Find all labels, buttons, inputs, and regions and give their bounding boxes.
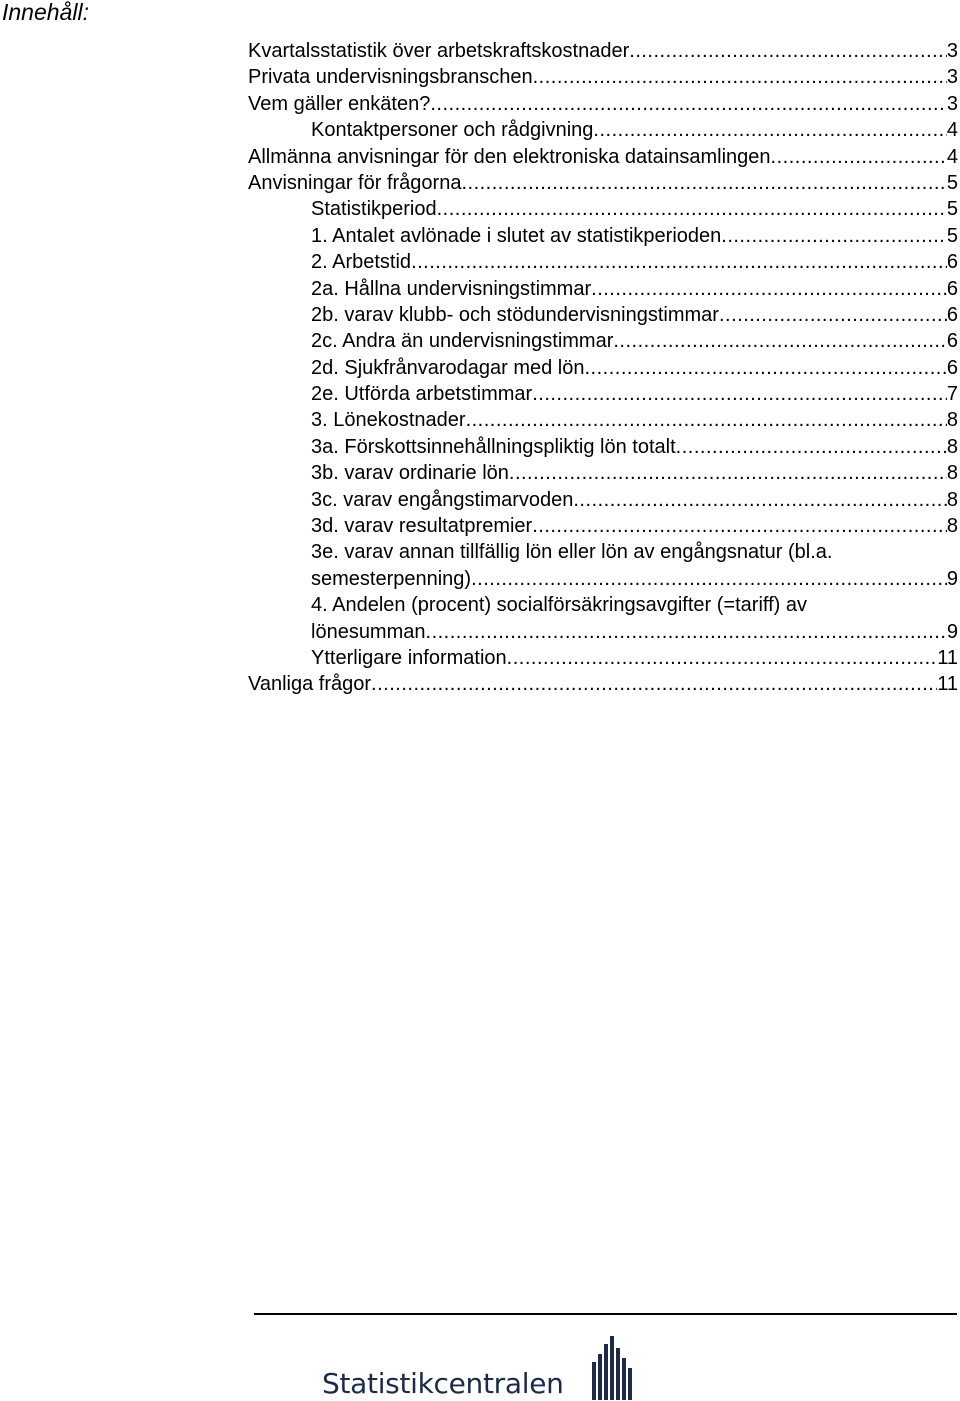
toc-entry-label: Vem gäller enkäten? (248, 92, 431, 115)
toc-leader-dots (371, 671, 937, 697)
toc-page-number: 3 (946, 39, 958, 62)
toc-entry[interactable] (248, 355, 958, 381)
toc-page-number: 6 (946, 303, 958, 326)
toc-leader-dots (461, 170, 946, 196)
toc-leader-dots (471, 566, 947, 592)
toc-page-number: 3 (946, 66, 958, 89)
toc-entry-label: Vanliga frågor (248, 673, 372, 696)
toc-entry-label: Ytterligare information (311, 647, 507, 669)
toc-page-number: 6 (946, 277, 958, 300)
toc-leader-dots (719, 302, 947, 328)
toc-entry-label: 2b. varav klubb- och stödundervisningstimmar (311, 303, 719, 326)
toc-page-number: 9 (946, 567, 958, 590)
toc-entry-label: 3d. varav resultatpremier (311, 515, 533, 538)
toc-entry-label-continued: lönesumman (311, 620, 426, 643)
toc-entry-label: 1. Antalet avlönade i slutet av statistikperioden (311, 224, 722, 247)
toc-page-number: 9 (946, 620, 958, 643)
toc-leader-dots (629, 38, 947, 64)
toc-page-number: 5 (946, 171, 958, 194)
toc-entry-label: 4. Andelen (procent) socialförsäkringsavgifter (=tariff) av (311, 594, 807, 617)
toc-page-number: 7 (946, 383, 958, 406)
toc-leader-dots (437, 196, 947, 222)
toc-page-number: 6 (946, 330, 958, 353)
toc-leader-dots (507, 645, 938, 671)
toc-leader-dots (430, 91, 947, 117)
toc-page-number: 8 (946, 435, 958, 458)
toc-page-number: 8 (946, 462, 958, 485)
logo-wordmark: Statistikcentralen (322, 1367, 564, 1400)
toc-page-number: 3 (946, 92, 958, 115)
toc-entry[interactable] (248, 671, 958, 697)
toc-entry-label: 2c. Andra än undervisningstimmar (311, 330, 614, 353)
toc-leader-dots (591, 276, 947, 302)
toc-leader-dots (533, 64, 947, 90)
statistikcentralen-logo (322, 1334, 632, 1400)
toc-page-number: 4 (946, 119, 958, 142)
toc-entry[interactable] (248, 117, 958, 143)
toc-entry[interactable] (248, 381, 958, 407)
toc-leader-dots (509, 460, 947, 486)
toc-leader-dots (593, 117, 946, 143)
toc-leader-dots (676, 434, 947, 460)
toc-leader-dots (426, 619, 947, 645)
toc-entry[interactable] (248, 144, 958, 170)
toc-page-number: 4 (946, 145, 958, 168)
toc-entry-label: 3a. Förskottsinnehållningspliktig lön totalt (311, 435, 676, 458)
toc-leader-dots (532, 381, 947, 407)
toc-leader-dots (613, 328, 947, 354)
table-of-contents (248, 38, 958, 698)
page-heading: Innehåll: (2, 0, 89, 25)
toc-entry-label: Kvartalsstatistik över arbetskraftskostnader (248, 39, 630, 62)
toc-page-number: 11 (937, 673, 958, 696)
toc-entry[interactable] (248, 196, 958, 222)
toc-page-number: 8 (946, 515, 958, 538)
toc-entry-label: 3c. varav engångstimarvoden (311, 488, 574, 511)
toc-entry[interactable] (248, 249, 958, 275)
toc-leader-dots (585, 355, 947, 381)
toc-entry[interactable] (248, 513, 958, 539)
toc-entry-label: Anvisningar för frågorna (248, 171, 462, 194)
toc-entry-label: Kontaktpersoner och rådgivning (311, 119, 594, 142)
toc-leader-dots (721, 223, 947, 249)
toc-entry[interactable] (248, 38, 958, 64)
toc-entry-label-continued: semesterpenning) (311, 567, 472, 590)
toc-entry-label: 2d. Sjukfrånvarodagar med lön (311, 356, 585, 379)
logo-bars-icon (592, 1334, 632, 1400)
footer-divider (254, 1313, 957, 1315)
toc-page-number: 5 (946, 198, 958, 221)
toc-entry[interactable] (248, 64, 958, 90)
toc-entry[interactable] (248, 223, 958, 249)
toc-entry-label: 2e. Utförda arbetstimmar (311, 383, 533, 406)
toc-entry-label: 3e. varav annan tillfällig lön eller lön av engångsnatur (bl.a. (311, 541, 833, 564)
toc-page-number: 8 (946, 488, 958, 511)
toc-leader-dots (573, 487, 947, 513)
toc-entry-label: Statistikperiod (311, 198, 437, 221)
toc-entry[interactable] (248, 592, 958, 645)
toc-entry[interactable] (248, 328, 958, 354)
toc-entry-label: 2. Arbetstid (311, 251, 412, 274)
toc-entry[interactable] (248, 276, 958, 302)
toc-entry-label: Privata undervisningsbranschen (248, 66, 533, 89)
toc-leader-dots (771, 144, 947, 170)
toc-entry-label: 3b. varav ordinarie lön (311, 462, 509, 485)
toc-entry[interactable] (248, 302, 958, 328)
toc-entry[interactable] (248, 539, 958, 592)
toc-entry-label: 2a. Hållna undervisningstimmar (311, 277, 592, 300)
toc-entry[interactable] (248, 407, 958, 433)
toc-entry[interactable] (248, 91, 958, 117)
toc-entry-label: 3. Lönekostnader (311, 409, 466, 432)
toc-page-number: 6 (946, 356, 958, 379)
toc-leader-dots (411, 249, 947, 275)
toc-entry[interactable] (248, 487, 958, 513)
toc-leader-dots (532, 513, 947, 539)
toc-entry[interactable] (248, 645, 958, 671)
toc-entry[interactable] (248, 170, 958, 196)
toc-entry[interactable] (248, 460, 958, 486)
toc-entry[interactable] (248, 434, 958, 460)
toc-page-number: 5 (946, 224, 958, 247)
toc-page-number: 8 (946, 409, 958, 432)
toc-page-number: 11 (937, 647, 958, 669)
toc-page-number: 6 (946, 251, 958, 274)
toc-leader-dots (466, 407, 947, 433)
toc-entry-label: Allmänna anvisningar för den elektroniska datainsamlingen (248, 145, 771, 168)
